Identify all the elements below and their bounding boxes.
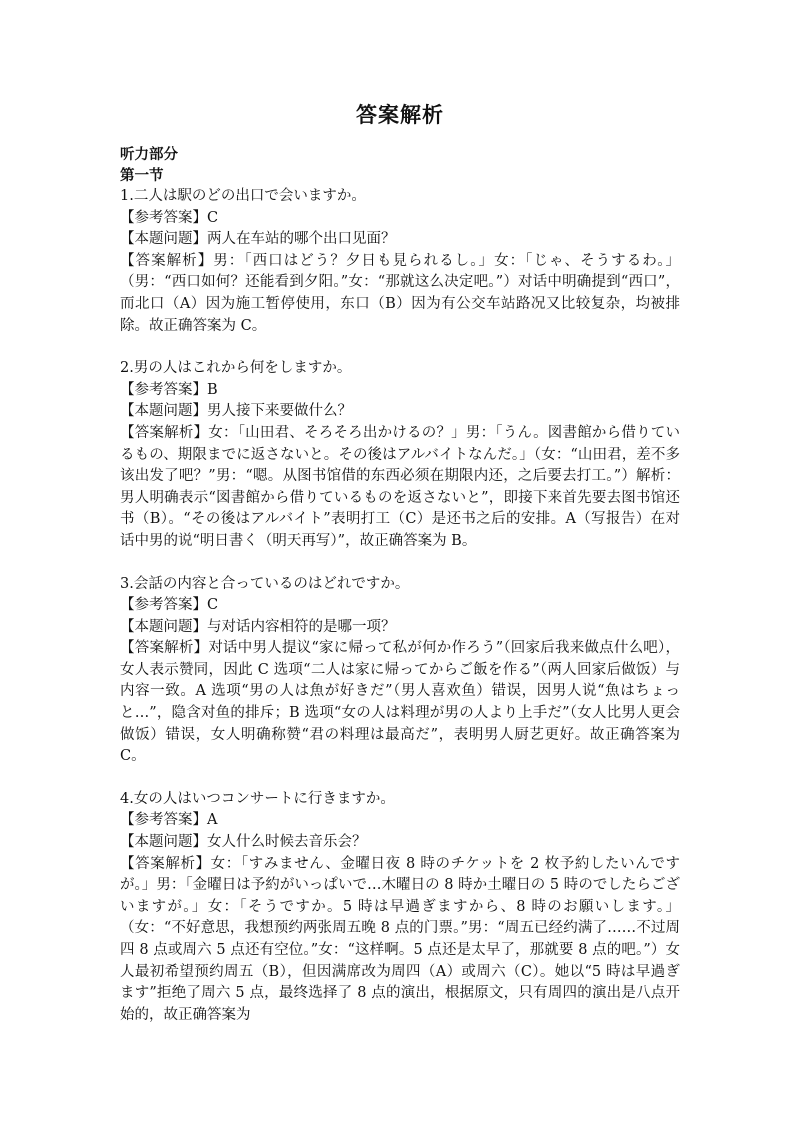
question-block-4 xyxy=(120,789,680,1027)
question-prompt: 【本题问题】男人接下来要做什么？ xyxy=(120,403,352,420)
page-title: 答案解析 xyxy=(356,102,444,127)
question-prompt: 【本题问题】两人在车站的哪个出口见面？ xyxy=(120,231,396,248)
question-prompt: 【本题问题】女人什么时候去音乐会？ xyxy=(120,834,367,851)
question-prompt: 【本题问题】与对话内容相符的是哪一项？ xyxy=(120,618,396,635)
question-text: 3.会話の内容と合っているのはどれですか。 xyxy=(120,575,410,592)
document-page xyxy=(120,100,680,1026)
answer-analysis: 【答案解析】女：「山田君、そろそろ出かけるの？」男：「うん。図書館から借りているもの、期限までに返さないと。その後はアルバイトなんだ。」（女：“山田君，差不多该出发了吧？”男：“嗯。从图书馆借的东西必须在期限内还，之后要去打工。”）解析：男人明确表示“図書館から借りているものを返さないと”，即接下来首先要去图书馆还书（B）。“その後はアルバイト”表明打工（C）是还书之后的安排。A（写报告）在对话中男的说“明日書く（明天再写）”，故正确答案为 B。 xyxy=(120,424,680,549)
answer-analysis: 【答案解析】男：「西口はどう？夕日も見られるし。」女：「じゃ、そうするわ。」（男：“西口如何？还能看到夕阳。”女：“那就这么决定吧。”）对话中明确提到“西口”，而北口（A）因为施工暂停使用，东口（B）因为有公交车站路况又比较复杂，均被排除。故正确答案为 C。 xyxy=(120,252,680,334)
reference-answer: 【参考答案】A xyxy=(120,812,218,829)
spacer xyxy=(120,768,680,789)
section-heading: 听力部分 xyxy=(120,146,178,163)
question-block-3 xyxy=(120,574,680,768)
answer-analysis: 【答案解析】女：「すみません、金曜日夜 8 時のチケットを 2 枚予約したいんですが。」男：「金曜日は予約がいっぱいで…木曜日の 8 時か土曜日の 5 時のでしたらございますが。」女：「そうですか。5 時は早過ぎますから、8 時のお願いします。」（女：“不好意思，我想预约两张周五晚 8 点的门票。”男：“周五已经约满了……不过周四 8 点或周六 5 点还有空位。”女：“这样啊。5 点还是太早了，那就要 8 点的吧。”）女人最初希望预约周五（B），但因满席改为周四（A）或周六（C）。她以“5 時は早過ぎます”拒绝了周六 5 点，最终选择了 8 点的演出，根据原文，只有周四的演出是八点开始的，故正确答案为 xyxy=(120,855,680,1023)
subsection-heading: 第一节 xyxy=(120,167,164,184)
spacer xyxy=(120,337,680,358)
question-text: 2.男の人はこれから何をしますか。 xyxy=(120,360,352,377)
reference-answer: 【参考答案】C xyxy=(120,597,219,614)
question-block-1 xyxy=(120,186,680,337)
reference-answer: 【参考答案】B xyxy=(120,381,218,398)
reference-answer: 【参考答案】C xyxy=(120,209,219,226)
answer-analysis: 【答案解析】对话中男人提议“家に帰って私が何か作ろう”（回家后我来做点什么吧），女人表示赞同，因此 C 选项“二人は家に帰ってからご飯を作る”（两人回家后做饭）与内容一致。A 选项“男の人は魚が好きだ”（男人喜欢鱼）错误，因男人说“魚はちょっと…”，隐含对鱼的排斥；B 选项“女の人は料理が男の人より上手だ”（女人比男人更会做饭）错误，女人明确称赞“君の料理は最高だ”，表明男人厨艺更好。故正确答案为 C。 xyxy=(120,640,680,765)
question-block-2 xyxy=(120,358,680,552)
question-text: 1.二人は駅のどの出口で会いますか。 xyxy=(120,188,366,204)
spacer xyxy=(120,553,680,574)
question-text: 4.女の人はいつコンサートに行きますか。 xyxy=(120,790,395,807)
